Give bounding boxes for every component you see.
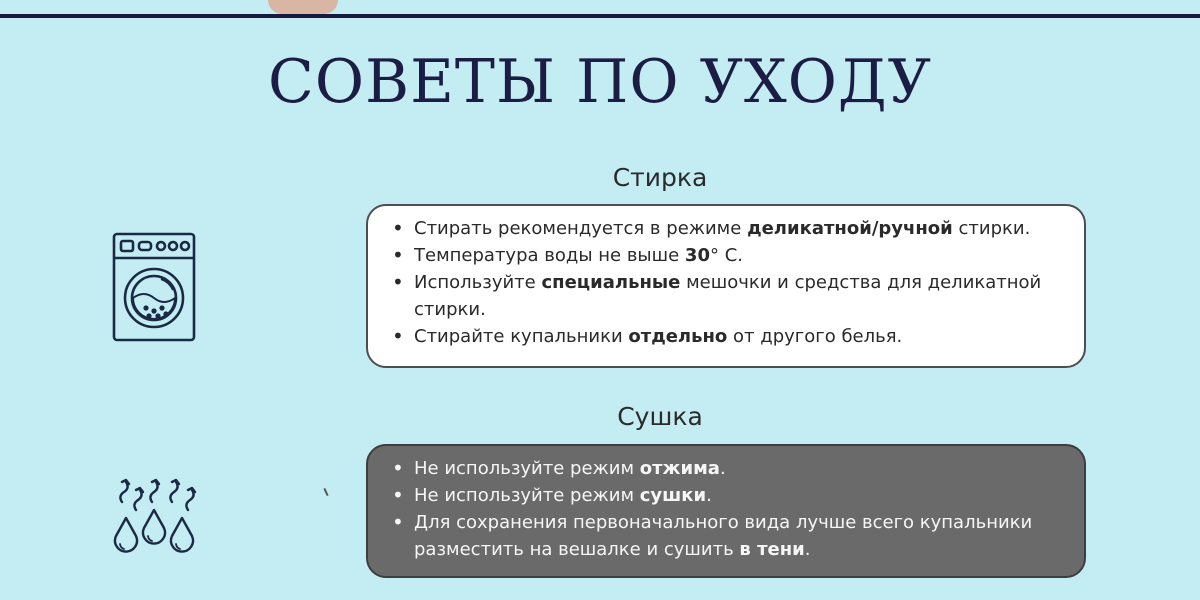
tip-item xyxy=(390,509,1066,563)
tip-text: мешочки и средства для деликатной стирки. xyxy=(414,272,1042,320)
tip-item xyxy=(390,482,1066,509)
washing-tips-list xyxy=(390,215,1066,350)
section-title-drying: Сушка xyxy=(617,402,703,431)
tip-item xyxy=(390,455,1066,482)
tip-emphasis: отдельно xyxy=(628,326,728,347)
drying-tips-list xyxy=(390,455,1066,563)
page-title: СОВЕТЫ ПО УХОДУ xyxy=(267,47,933,117)
tip-text: . xyxy=(719,458,726,479)
tip-item xyxy=(390,323,1066,350)
tip-text: Температура воды не выше xyxy=(414,245,685,266)
tip-emphasis: отжима xyxy=(639,458,720,479)
top-divider xyxy=(0,14,1200,18)
tip-text: Для сохранения первоначального вида лучше всего купальники разместить на вешалке и сушить xyxy=(414,512,1033,560)
drying-drops-icon xyxy=(108,474,200,560)
tip-text: . xyxy=(706,485,712,506)
tip-text: ° С. xyxy=(709,245,743,266)
tip-text: стирки. xyxy=(952,218,1031,239)
drying-tips-box xyxy=(366,444,1086,578)
tip-item xyxy=(390,269,1066,323)
tip-item xyxy=(390,215,1066,242)
tip-emphasis: деликатной/ручной xyxy=(747,218,953,239)
tip-text: Используйте xyxy=(414,272,542,293)
tip-item xyxy=(390,242,1066,269)
tip-text: Стирайте купальники xyxy=(414,326,629,347)
tip-text: Не используйте режим xyxy=(414,458,640,479)
tip-text: Стирать рекомендуется в режиме xyxy=(414,218,748,239)
washing-tips-box xyxy=(366,204,1086,368)
section-title-washing: Стирка xyxy=(612,163,708,192)
top-photo-fragment xyxy=(268,0,338,14)
tip-text: . xyxy=(804,539,811,560)
tip-emphasis: 30 xyxy=(684,245,710,266)
tip-emphasis: сушки xyxy=(639,485,707,506)
washing-machine-icon xyxy=(112,232,198,348)
tip-text: от другого белья. xyxy=(727,326,903,347)
tip-emphasis: специальные xyxy=(541,272,681,293)
tip-text: Не используйте режим xyxy=(414,485,640,506)
tip-emphasis: в тени xyxy=(739,539,805,560)
decorative-mark xyxy=(323,488,328,496)
